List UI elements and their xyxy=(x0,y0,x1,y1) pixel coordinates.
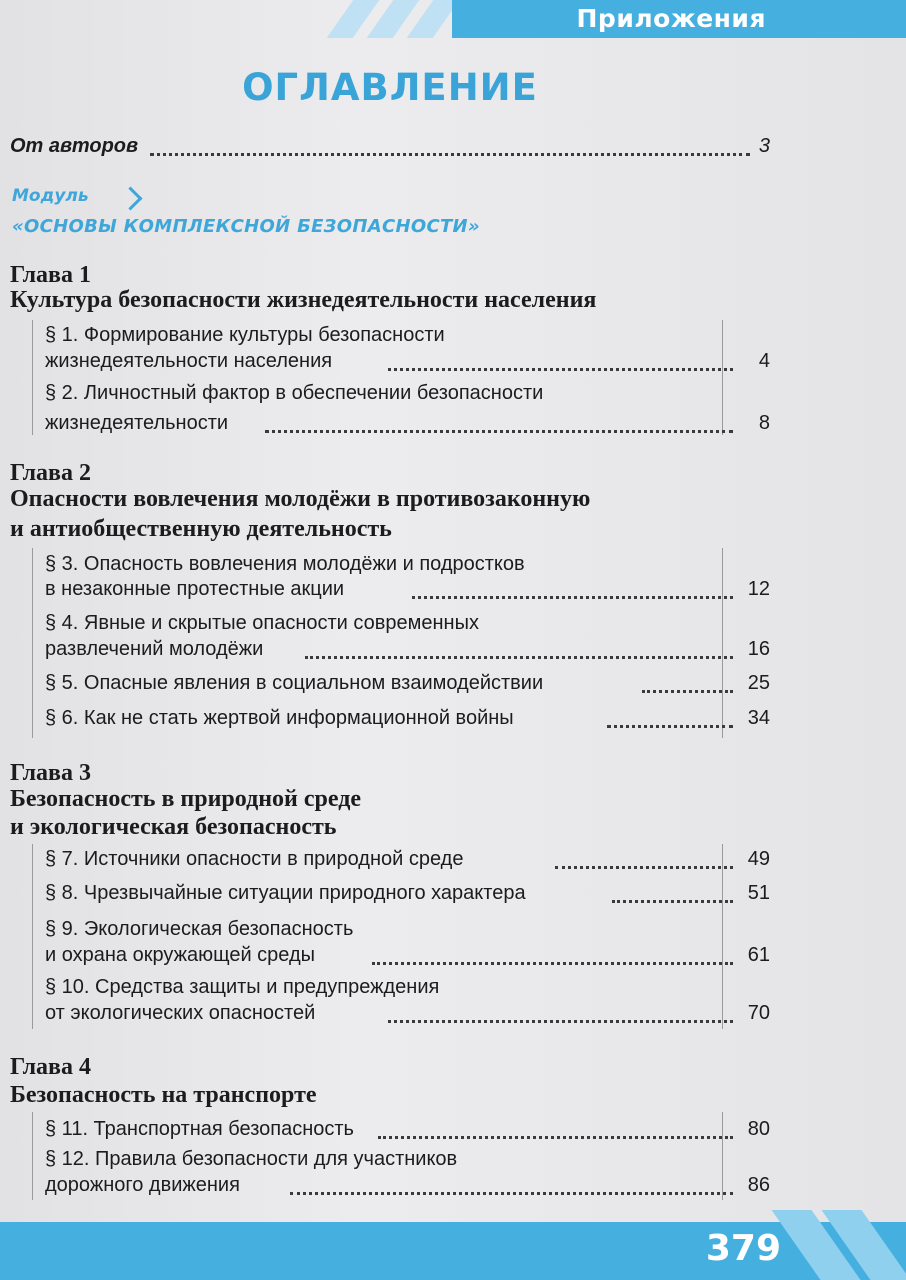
section-page: 80 xyxy=(747,1118,770,1140)
section-title-cont: от экологических опасностей xyxy=(45,1002,316,1024)
leader-dots xyxy=(642,690,733,693)
section-title: § 8. Чрезвычайные ситуации природного характера xyxy=(45,882,526,904)
header-section-title: Приложения xyxy=(576,4,766,33)
section-title: § 5. Опасные явления в социальном взаимодействии xyxy=(45,672,544,694)
section-page: 51 xyxy=(747,882,770,904)
leader-dots xyxy=(372,962,733,965)
toc-title: ОГЛАВЛЕНИЕ xyxy=(242,66,538,109)
section-title: § 2. Личностный фактор в обеспечении безопасности xyxy=(45,382,544,404)
section-title: § 3. Опасность вовлечения молодёжи и подростков xyxy=(45,553,525,575)
leader-dots xyxy=(555,866,733,869)
section-page: 8 xyxy=(758,412,770,434)
section-page: 16 xyxy=(747,638,770,660)
section-rule xyxy=(32,1112,33,1200)
section-title: § 12. Правила безопасности для участников xyxy=(45,1148,458,1170)
section-title: § 9. Экологическая безопасность xyxy=(45,918,354,940)
module-label: Модуль xyxy=(12,186,89,206)
section-page: 49 xyxy=(747,848,770,870)
leader-dots xyxy=(388,368,733,371)
leader-dots xyxy=(412,596,733,599)
section-title-cont: развлечений молодёжи xyxy=(45,638,264,660)
leader-dots xyxy=(150,153,750,156)
section-page: 34 xyxy=(747,707,770,729)
section-title: § 1. Формирование культуры безопасности xyxy=(45,324,445,346)
leader-dots xyxy=(607,725,733,728)
section-title-cont: жизнедеятельности населения xyxy=(45,350,333,372)
page-number: 379 xyxy=(705,1228,781,1269)
leader-dots xyxy=(265,430,733,433)
section-title-cont: жизнедеятельности xyxy=(45,412,229,434)
book-page: Приложения ОГЛАВЛЕНИЕ От авторов 3 Модуль «ОСНОВЫ КОМПЛЕКСНОЙ БЕЗОПАСНОСТИ» Глава 1 Культура безопасности жизнедеятельности населения § 1. Формирование культуры безопасности жизнедеятельности населения 4 § 2. Личностный фактор в обеспечении безопасности жизнедеятельности 8 Глава 2 Опасности вовлечения молодёжи в противозаконную и антиобщественную деятельность § 3. Опасность вовлечения молодёжи и подростков в незаконные протестные акции 12 § 4. Явные и скрытые опасности современных развлечений молодёжи 16 § 5. Опасные явления в социальном взаимодействии 25 § 6. Как не стать жертвой информационной войны 34 Глава 3 Безопасность в природной среде и экологическая безопасность § 7. Источники опасности в природной среде 49 § 8. Чрезвычайные ситуации природного характера 51 § 9. Экологическая безопасность и охрана окружающей среды 61 § 10. Средства защиты и предупреждения от экологических опасностей 70 Глава 4 Безопасность на транспорте § 11. Транспортная безопасность 80 § 12. Правила безопасности для участников дорожного движения 86 379 xyxy=(0,0,906,1280)
leader-dots xyxy=(305,656,733,659)
section-page: 86 xyxy=(747,1174,770,1196)
section-title: § 10. Средства защиты и предупреждения xyxy=(45,976,440,998)
section-rule xyxy=(722,1112,723,1200)
leader-dots xyxy=(290,1192,733,1195)
section-rule xyxy=(722,320,723,435)
entry-page: 3 xyxy=(758,135,770,157)
entry-label: От авторов xyxy=(10,135,139,157)
section-title-cont: и охрана окружающей среды xyxy=(45,944,316,966)
section-title-cont: дорожного движения xyxy=(45,1174,240,1196)
section-rule xyxy=(32,320,33,435)
section-page: 12 xyxy=(747,578,770,600)
leader-dots xyxy=(378,1136,733,1139)
module-title: «ОСНОВЫ КОМПЛЕКСНОЙ БЕЗОПАСНОСТИ» xyxy=(12,216,480,237)
section-title: § 11. Транспортная безопасность xyxy=(45,1118,354,1140)
leader-dots xyxy=(612,900,733,903)
section-page: 25 xyxy=(747,672,770,694)
section-page: 61 xyxy=(747,944,770,966)
section-title-cont: в незаконные протестные акции xyxy=(45,578,345,600)
leader-dots xyxy=(388,1020,733,1023)
section-rule xyxy=(722,844,723,1029)
page-header xyxy=(0,0,906,42)
section-title: § 6. Как не стать жертвой информационной войны xyxy=(45,707,514,729)
section-title: § 7. Источники опасности в природной среде xyxy=(45,848,464,870)
section-rule xyxy=(32,844,33,1029)
section-page: 70 xyxy=(747,1002,770,1024)
section-rule xyxy=(722,548,723,738)
arrow-icon xyxy=(118,186,142,210)
section-title: § 4. Явные и скрытые опасности современных xyxy=(45,612,479,634)
section-rule xyxy=(32,548,33,738)
section-page: 4 xyxy=(758,350,770,372)
